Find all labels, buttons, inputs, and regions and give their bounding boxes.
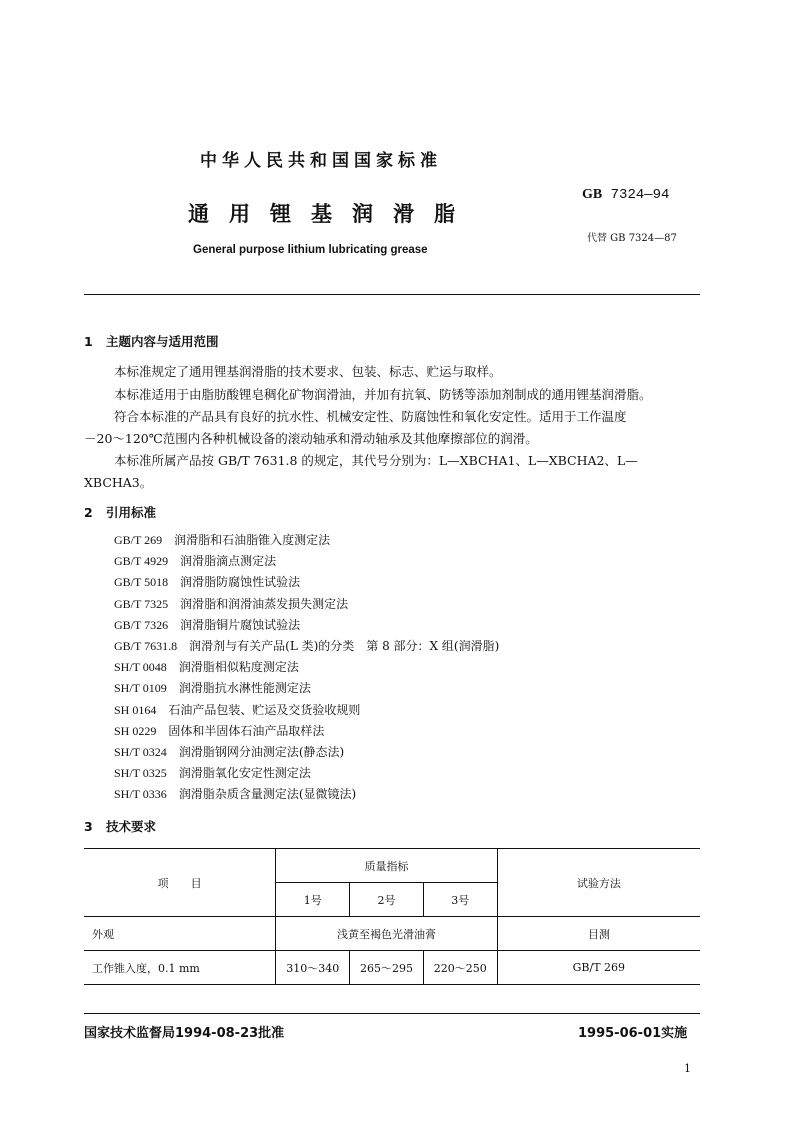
section-1-title: 主题内容与适用范围 xyxy=(106,334,219,349)
table-header-item: 项 目 xyxy=(84,849,276,917)
reference-item: SH/T 0109 润滑脂抗水淋性能测定法 xyxy=(114,681,311,696)
section-3-number: 3 xyxy=(84,819,93,834)
section-1-paragraph-3-line-1: 符合本标准的产品具有良好的抗水性、机械安定性、防腐蚀性和氧化安定性。适用于工作温度 xyxy=(114,409,627,424)
country-standard-heading: 中华人民共和国国家标准 xyxy=(200,151,442,171)
standard-code xyxy=(582,187,669,203)
section-1-number: 1 xyxy=(84,334,93,349)
reference-item: SH/T 0325 润滑脂氧化安定性测定法 xyxy=(114,766,311,781)
table-row xyxy=(84,917,700,951)
table-cell-method: 目测 xyxy=(497,917,700,951)
section-1-paragraph-1: 本标准规定了通用锂基润滑脂的技术要求、包装、标志、贮运与取样。 xyxy=(114,364,502,379)
reference-item: GB/T 7631.8 润滑剂与有关产品(L 类)的分类 第 8 部分：X 组(润滑脂) xyxy=(114,638,500,653)
section-3-heading xyxy=(84,817,156,835)
section-2-heading xyxy=(84,503,156,521)
standard-title-cn: 通用锂基润滑脂 xyxy=(188,202,475,226)
section-1-paragraph-4-line-1: 本标准所属产品按 GB/T 7631.8 的规定，其代号分别为：L—XBCHA1、L—XBCHA2、L— xyxy=(114,453,638,468)
table-header-grade-3: 3号 xyxy=(423,883,497,917)
table-header-grade-2: 2号 xyxy=(350,883,424,917)
page-number: 1 xyxy=(684,1062,691,1075)
section-2-title: 引用标准 xyxy=(106,505,157,520)
section-1-paragraph-4-line-2: XBCHA3。 xyxy=(84,475,153,490)
table-cell-method: GB/T 269 xyxy=(497,951,700,985)
reference-list xyxy=(114,530,499,805)
table-cell-item: 工作锥入度，0.1 mm xyxy=(84,951,276,985)
header-divider xyxy=(84,294,700,295)
standard-title-en: General purpose lithium lubricating grease xyxy=(193,244,428,256)
effective-date: 1995-06-01实施 xyxy=(578,1026,688,1041)
section-1-paragraph-2: 本标准适用于由脂肪酸锂皂稠化矿物润滑油，并加有抗氧、防锈等添加剂制成的通用锂基润滑脂。 xyxy=(114,387,652,402)
table-cell-value: 265～295 xyxy=(350,951,424,985)
table-row xyxy=(84,951,700,985)
table-cell-value: 310～340 xyxy=(276,951,350,985)
section-2-number: 2 xyxy=(84,505,93,520)
section-1-paragraph-3-line-2: －20～120℃范围内各种机械设备的滚动轴承和滑动轴承及其他摩擦部位的润滑。 xyxy=(84,431,538,446)
table-cell-value: 220～250 xyxy=(423,951,497,985)
reference-item: SH/T 0336 润滑脂杂质含量测定法(显微镜法) xyxy=(114,787,357,802)
reference-item: SH 0164 石油产品包装、贮运及交货验收规则 xyxy=(114,702,361,717)
reference-item: GB/T 5018 润滑脂防腐蚀性试验法 xyxy=(114,575,301,590)
reference-item: GB/T 7325 润滑脂和润滑油蒸发损失测定法 xyxy=(114,596,349,611)
replaces-note: 代替 GB 7324—87 xyxy=(587,233,677,244)
approval-note: 国家技术监督局1994-08-23批准 xyxy=(84,1026,285,1041)
reference-item: SH/T 0324 润滑脂钢网分油测定法(静态法) xyxy=(114,744,345,759)
section-3-title: 技术要求 xyxy=(106,819,157,834)
technical-requirements-table xyxy=(84,848,700,985)
standard-code-prefix: GB xyxy=(582,187,603,202)
table-cell-value: 浅黄至褐色光滑油膏 xyxy=(276,917,497,951)
table-header-method: 试验方法 xyxy=(497,849,700,917)
footer-divider xyxy=(84,1013,700,1014)
reference-item: GB/T 7326 润滑脂铜片腐蚀试验法 xyxy=(114,617,301,632)
table-header-quality: 质量指标 xyxy=(276,849,497,883)
table-cell-item: 外观 xyxy=(84,917,276,951)
reference-item: SH 0229 固体和半固体石油产品取样法 xyxy=(114,723,325,738)
standard-code-number: 7324—94 xyxy=(610,187,670,203)
section-1-heading xyxy=(84,332,219,350)
table-header-grade-1: 1号 xyxy=(276,883,350,917)
reference-item: SH/T 0048 润滑脂相似粘度测定法 xyxy=(114,660,299,675)
reference-item: GB/T 4929 润滑脂滴点测定法 xyxy=(114,554,277,569)
reference-item: GB/T 269 润滑脂和石油脂锥入度测定法 xyxy=(114,533,331,547)
